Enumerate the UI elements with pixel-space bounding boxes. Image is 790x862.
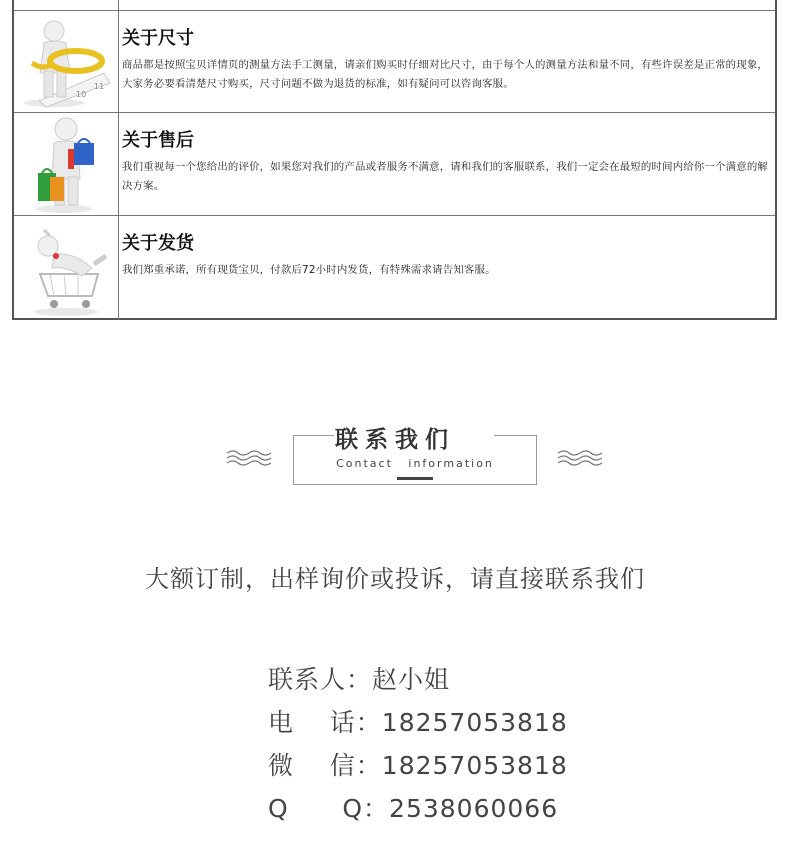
info-row-shipping bbox=[14, 216, 775, 320]
row-description: 我们郑重承诺，所有现货宝贝，付款后72小时内发货，有特殊需求请告知客服。 bbox=[122, 264, 496, 276]
row-description: 商品都是按照宝贝详情页的测量方法手工测量，请亲们购买时仔细对比尺寸，由于每个人的测量方法和量不同，有些许误差是正常的现象，大家务必要看清楚尺寸购买，尺寸问题不做为退货的标准，如有疑问可以咨询客服。 bbox=[122, 59, 769, 90]
shopping-bags-figure-icon bbox=[14, 113, 118, 215]
contact-subtitle: Contact information bbox=[336, 457, 494, 470]
shopping-cart-figure-icon bbox=[14, 216, 118, 320]
contact-phone[interactable]: 电 话：18257053818 bbox=[268, 708, 568, 737]
row-title: 关于发货 bbox=[122, 233, 194, 254]
svg-text:10: 10 bbox=[76, 90, 87, 99]
title-underline bbox=[397, 477, 433, 480]
row-title: 关于尺寸 bbox=[122, 28, 194, 49]
previous-row-stub bbox=[14, 0, 775, 11]
custom-order-tagline: 大额订制，出样询价或投诉，请直接联系我们 bbox=[145, 565, 645, 593]
contact-wechat[interactable]: 微 信：18257053818 bbox=[268, 751, 568, 780]
info-table bbox=[12, 0, 777, 320]
contact-qq[interactable]: Q Q：2538060066 bbox=[268, 794, 559, 823]
svg-text:11: 11 bbox=[94, 82, 105, 91]
contact-title: 联系我们 bbox=[335, 427, 455, 453]
row-title: 关于售后 bbox=[122, 130, 194, 151]
row-description: 我们重视每一个您给出的评价，如果您对我们的产品或者服务不满意，请和我们的客服联系，我们一定会在最短的时间内给你一个满意的解决方案。 bbox=[122, 161, 769, 192]
info-row-after-sales bbox=[14, 113, 775, 216]
contact-person: 联系人：赵小姐 bbox=[268, 665, 451, 694]
info-row-size bbox=[14, 11, 775, 113]
measuring-tape-figure-icon bbox=[14, 11, 118, 112]
